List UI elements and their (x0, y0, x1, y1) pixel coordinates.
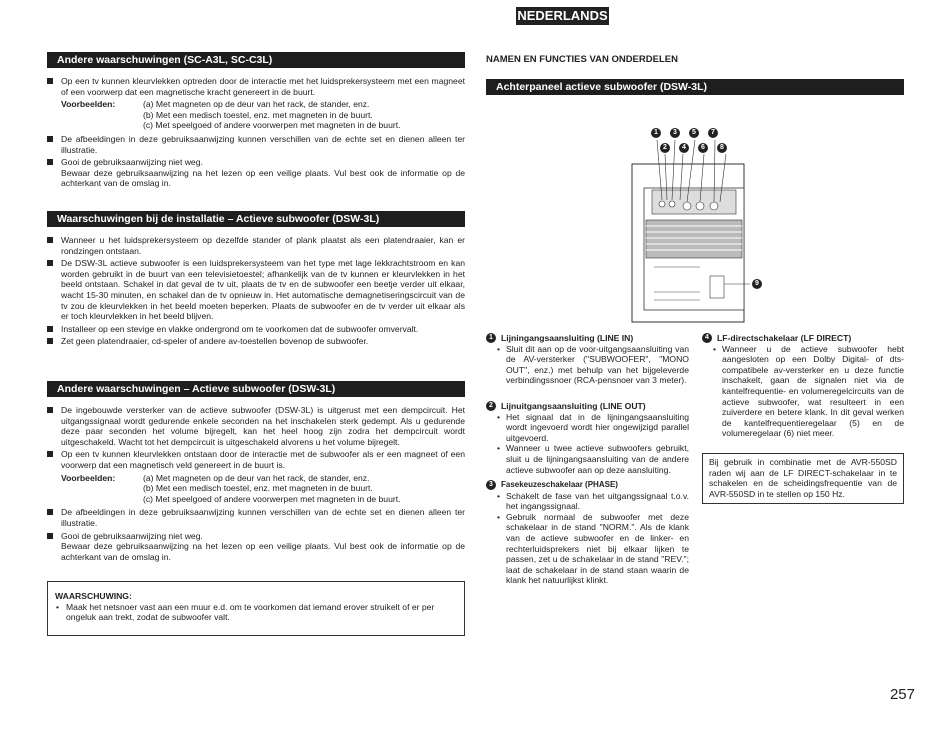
paragraph: Zet geen platendraaier, cd-speler of andere av-toestellen bovenop de subwoofer. (47, 336, 465, 347)
item-bullet: • Gebruik normaal de subwoofer met deze schakelaar in de stand "NORM.". Als de klank van de actieve subwoofer en de linker- en rechterluidsprekers niet bij elkaar lijken te passen, zet u de schakelaar in de stand "REV."; laat de schakelaar in de stand staan waarin de klank het natuurlijkst klinkt. (496, 512, 689, 586)
paragraph: Op een tv kunnen kleurvlekken ontstaan door de interactie met de subwoofer als er een magneet of een voorwerp dat een magnetisch veld genereert in de buurt is. (47, 449, 465, 470)
item-number-2: 2 (486, 401, 496, 411)
callout-6: 6 (698, 143, 708, 153)
example-c: (c) Met speelgoed of andere voorwerpen met magneten in de buurt. (143, 493, 401, 504)
callout-4: 4 (679, 143, 689, 153)
language-badge: NEDERLANDS (517, 8, 608, 23)
bullet-square-icon (47, 533, 53, 539)
callout-2: 2 (660, 143, 670, 153)
page-number: 257 (889, 686, 915, 703)
bullet-square-icon (47, 451, 53, 457)
examples: Voorbeelden: (a) Met magneten op de deur van het rack, de stander, enz. (61, 99, 370, 110)
warning-text-row: • Maak het netsnoer vast aan een muur e.d. om te voorkomen dat iemand erover struikelt of er per ongeluk aan trekt, zodat de subwoofer valt. (56, 601, 435, 623)
rear-panel-illustration (620, 124, 770, 324)
bullet-square-icon (47, 509, 53, 515)
callout-7: 7 (708, 128, 718, 138)
item-line-in: 1 Lijningangsaansluiting (LINE IN) • Sluit dit aan op de voor-uitgangsaansluiting van de AV-versterker ("SUBWOOFER", "MONO OUT", enz.) met behulp van het bijgeleverde verbindingssnoer (RCA-pensnoer van 3 meter). (486, 333, 689, 386)
section-subwoofer-warnings (47, 405, 465, 564)
section-title-parts: NAMEN EN FUNCTIES VAN ONDERDELEN (486, 54, 678, 65)
callout-9: 9 (752, 279, 762, 289)
item-bullet: • Wanneer u twee actieve subwoofers gebruikt, sluit u de lijningangsaansluiting van de andere actieve subwoofer aan op deze aansluiting. (496, 443, 689, 475)
bullet-square-icon (47, 159, 53, 165)
item-bullet: • Het signaal dat in de lijningangsaansluiting wordt ingevoerd wordt hier ongewijzigd parallel uitgevoerd. (496, 412, 689, 444)
section-header-subwoofer-warnings: Andere waarschuwingen – Actieve subwoofer (DSW-3L) (47, 381, 465, 397)
examples: Voorbeelden: (a) Met magneten op de deur van het rack, de stander, enz. (61, 472, 370, 483)
item-number-1: 1 (486, 333, 496, 343)
item-number-4: 4 (702, 333, 712, 343)
callouts-top (651, 128, 718, 138)
paragraph: De afbeeldingen in deze gebruiksaanwijzing kunnen verschillen van de echte set en dienen alleen ter illustratie. (47, 507, 465, 528)
paragraph: Op een tv kunnen kleurvlekken optreden door de interactie met het luidsprekersysteem met een magneet of een voorwerp dat een magnetische kracht genereert in de buurt. (47, 76, 465, 97)
callout-1: 1 (651, 128, 661, 138)
item-phase: 3 Fasekeuzeschakelaar (PHASE) • Schakelt de fase van het uitgangssignaal t.o.v. het ingangssignaal. • Gebruik normaal de subwoofer met deze schakelaar in de stand "NORM.". Als de klank van de actieve subwoofer en de linker- en rechterluidsprekers niet bij elkaar lijken te passen, zet u de schakelaar in de stand "REV."; laat de schakelaar in de stand staan waarin de klank het natuurlijkst klinkt. (486, 480, 689, 586)
example-b: (b) Met een medisch toestel, enz. met magneten in de buurt. (143, 109, 373, 120)
section-header-installation-warnings: Waarschuwingen bij de installatie – Actieve subwoofer (DSW-3L) (47, 211, 465, 227)
item-bullet: • Sluit dit aan op de voor-uitgangsaansluiting van de AV-versterker ("SUBWOOFER", "MONO OUT", enz.) met behulp van het bijgeleverde verbindingssnoer (RCA-pensnoer van 3 meter). (496, 344, 689, 386)
callout-3: 3 (670, 128, 680, 138)
section-header-other-warnings: Andere waarschuwingen (SC-A3L, SC-C3L) (47, 52, 465, 68)
bullet-square-icon (47, 78, 53, 84)
example-c: (c) Met speelgoed of andere voorwerpen met magneten in de buurt. (143, 120, 401, 131)
bullet-square-icon (47, 326, 53, 332)
paragraph: Gooi de gebruiksaanwijzing niet weg. Bewaar deze gebruiksaanwijzing na het lezen op een veilige plaats. Vul best ook de informatie op de achterkant van de omslag in. (47, 157, 465, 189)
warning-box (47, 581, 465, 636)
item-line-out: 2 Lijnuitgangsaansluiting (LINE OUT) • Het signaal dat in de lijningangsaansluiting wordt ingevoerd wordt hier ongewijzigd parallel uitgevoerd. • Wanneer u twee actieve subwoofers gebruikt, sluit u de lijningangsaansluiting van de andere actieve subwoofer aan op deze aansluiting. (486, 401, 689, 475)
bullet-icon: • (56, 601, 60, 612)
paragraph: De afbeeldingen in deze gebruiksaanwijzing kunnen verschillen van de echte set en dienen alleen ter illustratie. (47, 134, 465, 155)
bullet-square-icon (47, 237, 53, 243)
item-number-3: 3 (486, 480, 496, 490)
bullet-square-icon (47, 260, 53, 266)
callout-5: 5 (689, 128, 699, 138)
paragraph: Installeer op een stevige en vlakke ondergrond om te voorkomen dat de subwoofer omvervalt. (47, 324, 465, 335)
section-installation-warnings (47, 235, 465, 349)
warning-title: WAARSCHUWING: (55, 591, 132, 601)
bullet-square-icon (47, 338, 53, 344)
section-other-warnings (47, 76, 465, 191)
bullet-square-icon (47, 136, 53, 142)
item-bullet: • Schakelt de fase van het uitgangssignaal t.o.v. het ingangssignaal. (496, 491, 689, 512)
paragraph: De ingebouwde versterker van de actieve subwoofer (DSW-3L) is uitgerust met een dempcircuit. Het uitgangssignaal wordt gedurende enkele seconden na het inschakelen sterk gedempt. Als u gedurende deze paar seconden het volume bijregelt, kan het heel hoog zijn zodra het dempcircuit wordt uitgeschakeld. Wacht tot het dempcircuit is uitgeschakeld alvorens u het volume bijregelt. (47, 405, 465, 447)
bullet-square-icon (47, 407, 53, 413)
paragraph: Gooi de gebruiksaanwijzing niet weg. Bewaar deze gebruiksaanwijzing na het lezen op een veilige plaats. Vul best ook de informatie op de achterkant van de omslag in. (47, 531, 465, 563)
example-b: (b) Met een medisch toestel, enz. met magneten in de buurt. (143, 483, 373, 494)
paragraph: Wanneer u het luidsprekersysteem op dezelfde stander of plank plaatst als een platendraaier, kan er rondzingen ontstaan. (47, 235, 465, 256)
item-lf-direct: 4 LF-directschakelaar (LF DIRECT) • Wanneer u de actieve subwoofer hebt aangesloten op een Dolby Digital- of dts-compatibele av-versterker en u deze functie inschakelt, gaan de signalen niet via de kantelfrequentie- en volumeregelcircuits van de actieve subwoofer, wat resulteert in een zuiverdere en betere klank. In dit geval werken de kantelfrequentieregelaar (5) en de volumeregelaar (6) niet meer. (702, 333, 904, 439)
panel-header: Achterpaneel actieve subwoofer (DSW-3L) (486, 79, 904, 95)
paragraph: De DSW-3L actieve subwoofer is een luidsprekersysteem van het type met lage lekkrachtstroom en kan worden gebruikt in de buurt van een televisietoestel; afhankelijk van de tv kunnen er kleurvlekken in het beeld ontstaan. Schakel in dat geval de tv uit, plaats de tv en de subwoofer een beetje verder uit elkaar, wacht 15-30 minuten, en schakel dan de tv opnieuw in. Het automatische demagnetiseringscircuit van de tv zou de kleurvlekken in het beeld moeten beperken. Plaats de subwoofer en de tv verder uit elkaar als er toch kleurvlekken in het beeld blijven. (47, 258, 465, 322)
callout-8: 8 (717, 143, 727, 153)
item-bullet: • Wanneer u de actieve subwoofer hebt aangesloten op een Dolby Digital- of dts-compatibele av-versterker en u deze functie inschakelt, gaan de signalen niet via de kantelfrequentie- en volumeregelcircuits van de actieve subwoofer, wat resulteert in een zuiverdere en betere klank. In dit geval werken de kantelfrequentieregelaar (5) en de volumeregelaar (6) niet meer. (712, 344, 904, 439)
callouts-bottom (660, 143, 727, 153)
note-box: Bij gebruik in combinatie met de AVR-550SD raden wij aan de LF DIRECT-schakelaar in te schakelen en de scheidingsfrequentie van de AVR-550SD in te stellen op 150 Hz. (702, 453, 904, 504)
